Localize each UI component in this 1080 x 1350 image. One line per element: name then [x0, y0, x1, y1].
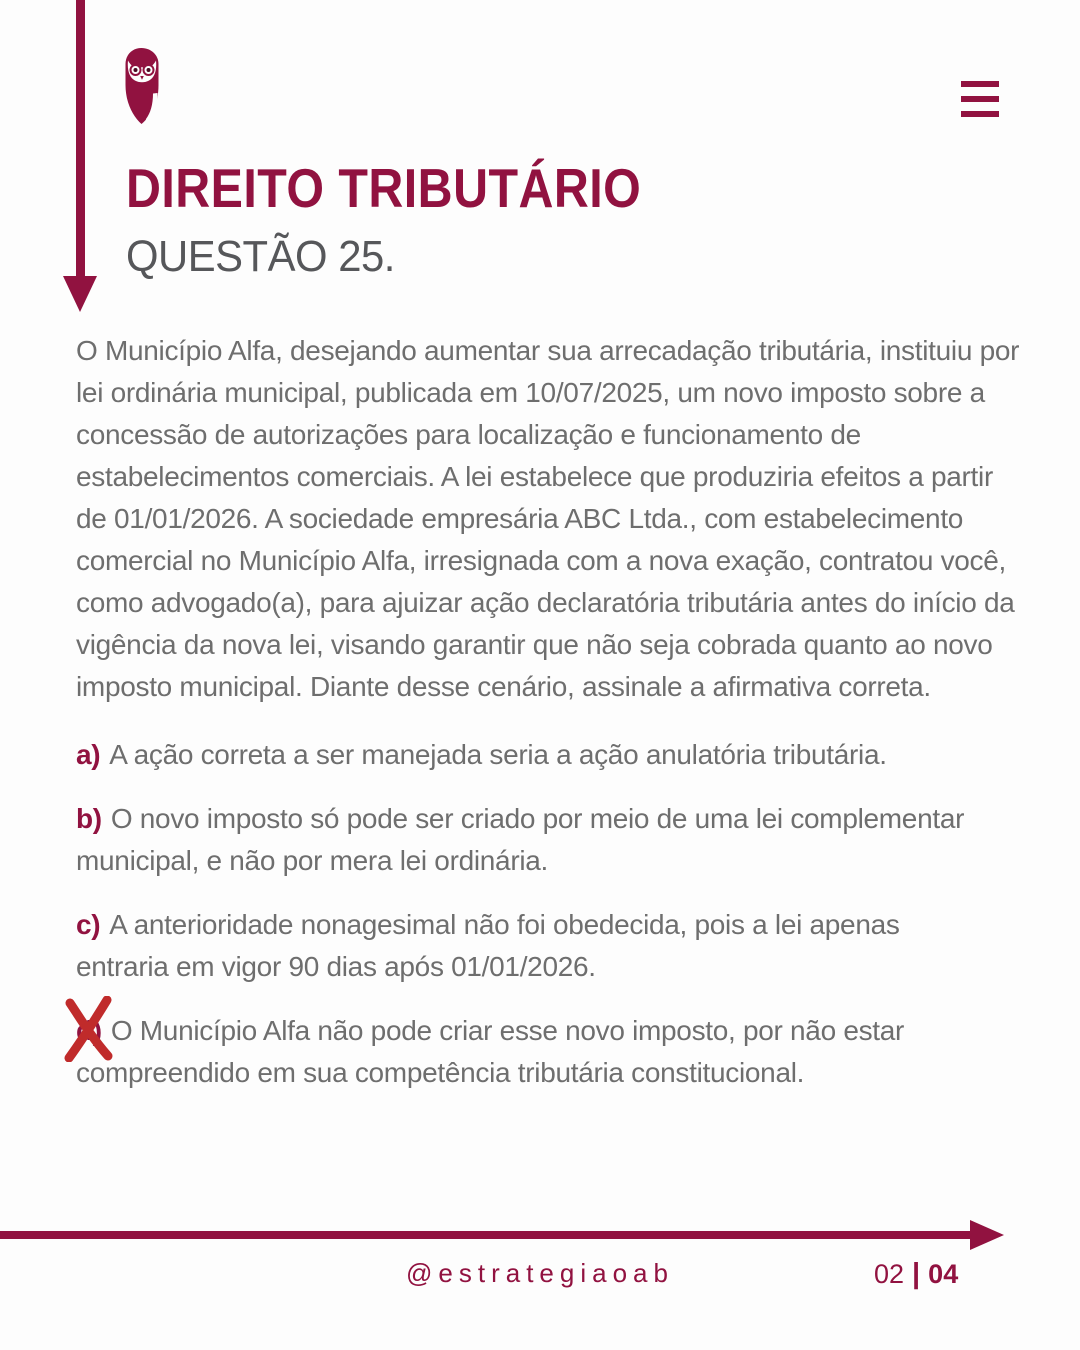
owl-logo-icon [123, 47, 161, 125]
arrow-down-icon [60, 0, 100, 314]
menu-bar [961, 111, 999, 117]
question-statement: O Município Alfa, desejando aumentar sua arrecadação tributária, instituiu por lei ordinária municipal, publicada em 10/07/2025, um novo imposto sobre a concessão de autorizações para localização e funcionamento de estabelecimentos comerciais. A lei estabelece que produziria efeitos a partir de 01/01/2026. A sociedade empresária ABC Ltda., com estabelecimento comercial no Município Alfa, irresignada com a nova exação, contratou você, como advogado(a), para ajuizar ação declaratória tributária antes do início da vigência da nova lei, visando garantir que não seja cobrada quanto ao novo imposto municipal. Diante desse cenário, assinale a afirmativa correta. [76, 335, 1020, 702]
option-text: O Município Alfa não pode criar esse novo imposto, por não estar compreendido em sua competência tributária constitucional. [76, 1015, 905, 1088]
hamburger-menu-icon[interactable] [961, 81, 999, 123]
option-d[interactable] [76, 1010, 981, 1094]
option-b[interactable] [76, 798, 981, 882]
menu-bar [961, 96, 999, 102]
option-text: O novo imposto só pode ser criado por meio de uma lei complementar municipal, e não por mera lei ordinária. [76, 803, 965, 876]
option-letter-wrap [76, 1010, 111, 1052]
social-handle: @estrategiaoab [406, 1258, 674, 1288]
menu-bar [961, 81, 999, 87]
option-letter: c) [76, 909, 101, 940]
option-c[interactable] [76, 904, 981, 988]
page-current: 02 [874, 1259, 905, 1289]
question-number: QUESTÃO 25. [126, 232, 395, 281]
option-text: A ação correta a ser manejada seria a ação anulatória tributária. [109, 739, 887, 770]
option-letter: d) [76, 1015, 102, 1046]
arrow-right-icon [0, 1216, 1006, 1254]
option-a[interactable] [76, 734, 981, 776]
page-indicator [874, 1258, 958, 1291]
header [126, 156, 711, 282]
option-letter: a) [76, 739, 101, 770]
page-divider: | [912, 1258, 921, 1290]
question-card [76, 330, 1026, 1116]
page-total: 04 [928, 1259, 959, 1289]
option-letter: b) [76, 803, 102, 834]
option-text: A anterioridade nonagesimal não foi obedecida, pois a lei apenas entraria em vigor 90 dias após 01/01/2026. [76, 909, 900, 982]
page-title: DIREITO TRIBUTÁRIO [126, 157, 642, 219]
